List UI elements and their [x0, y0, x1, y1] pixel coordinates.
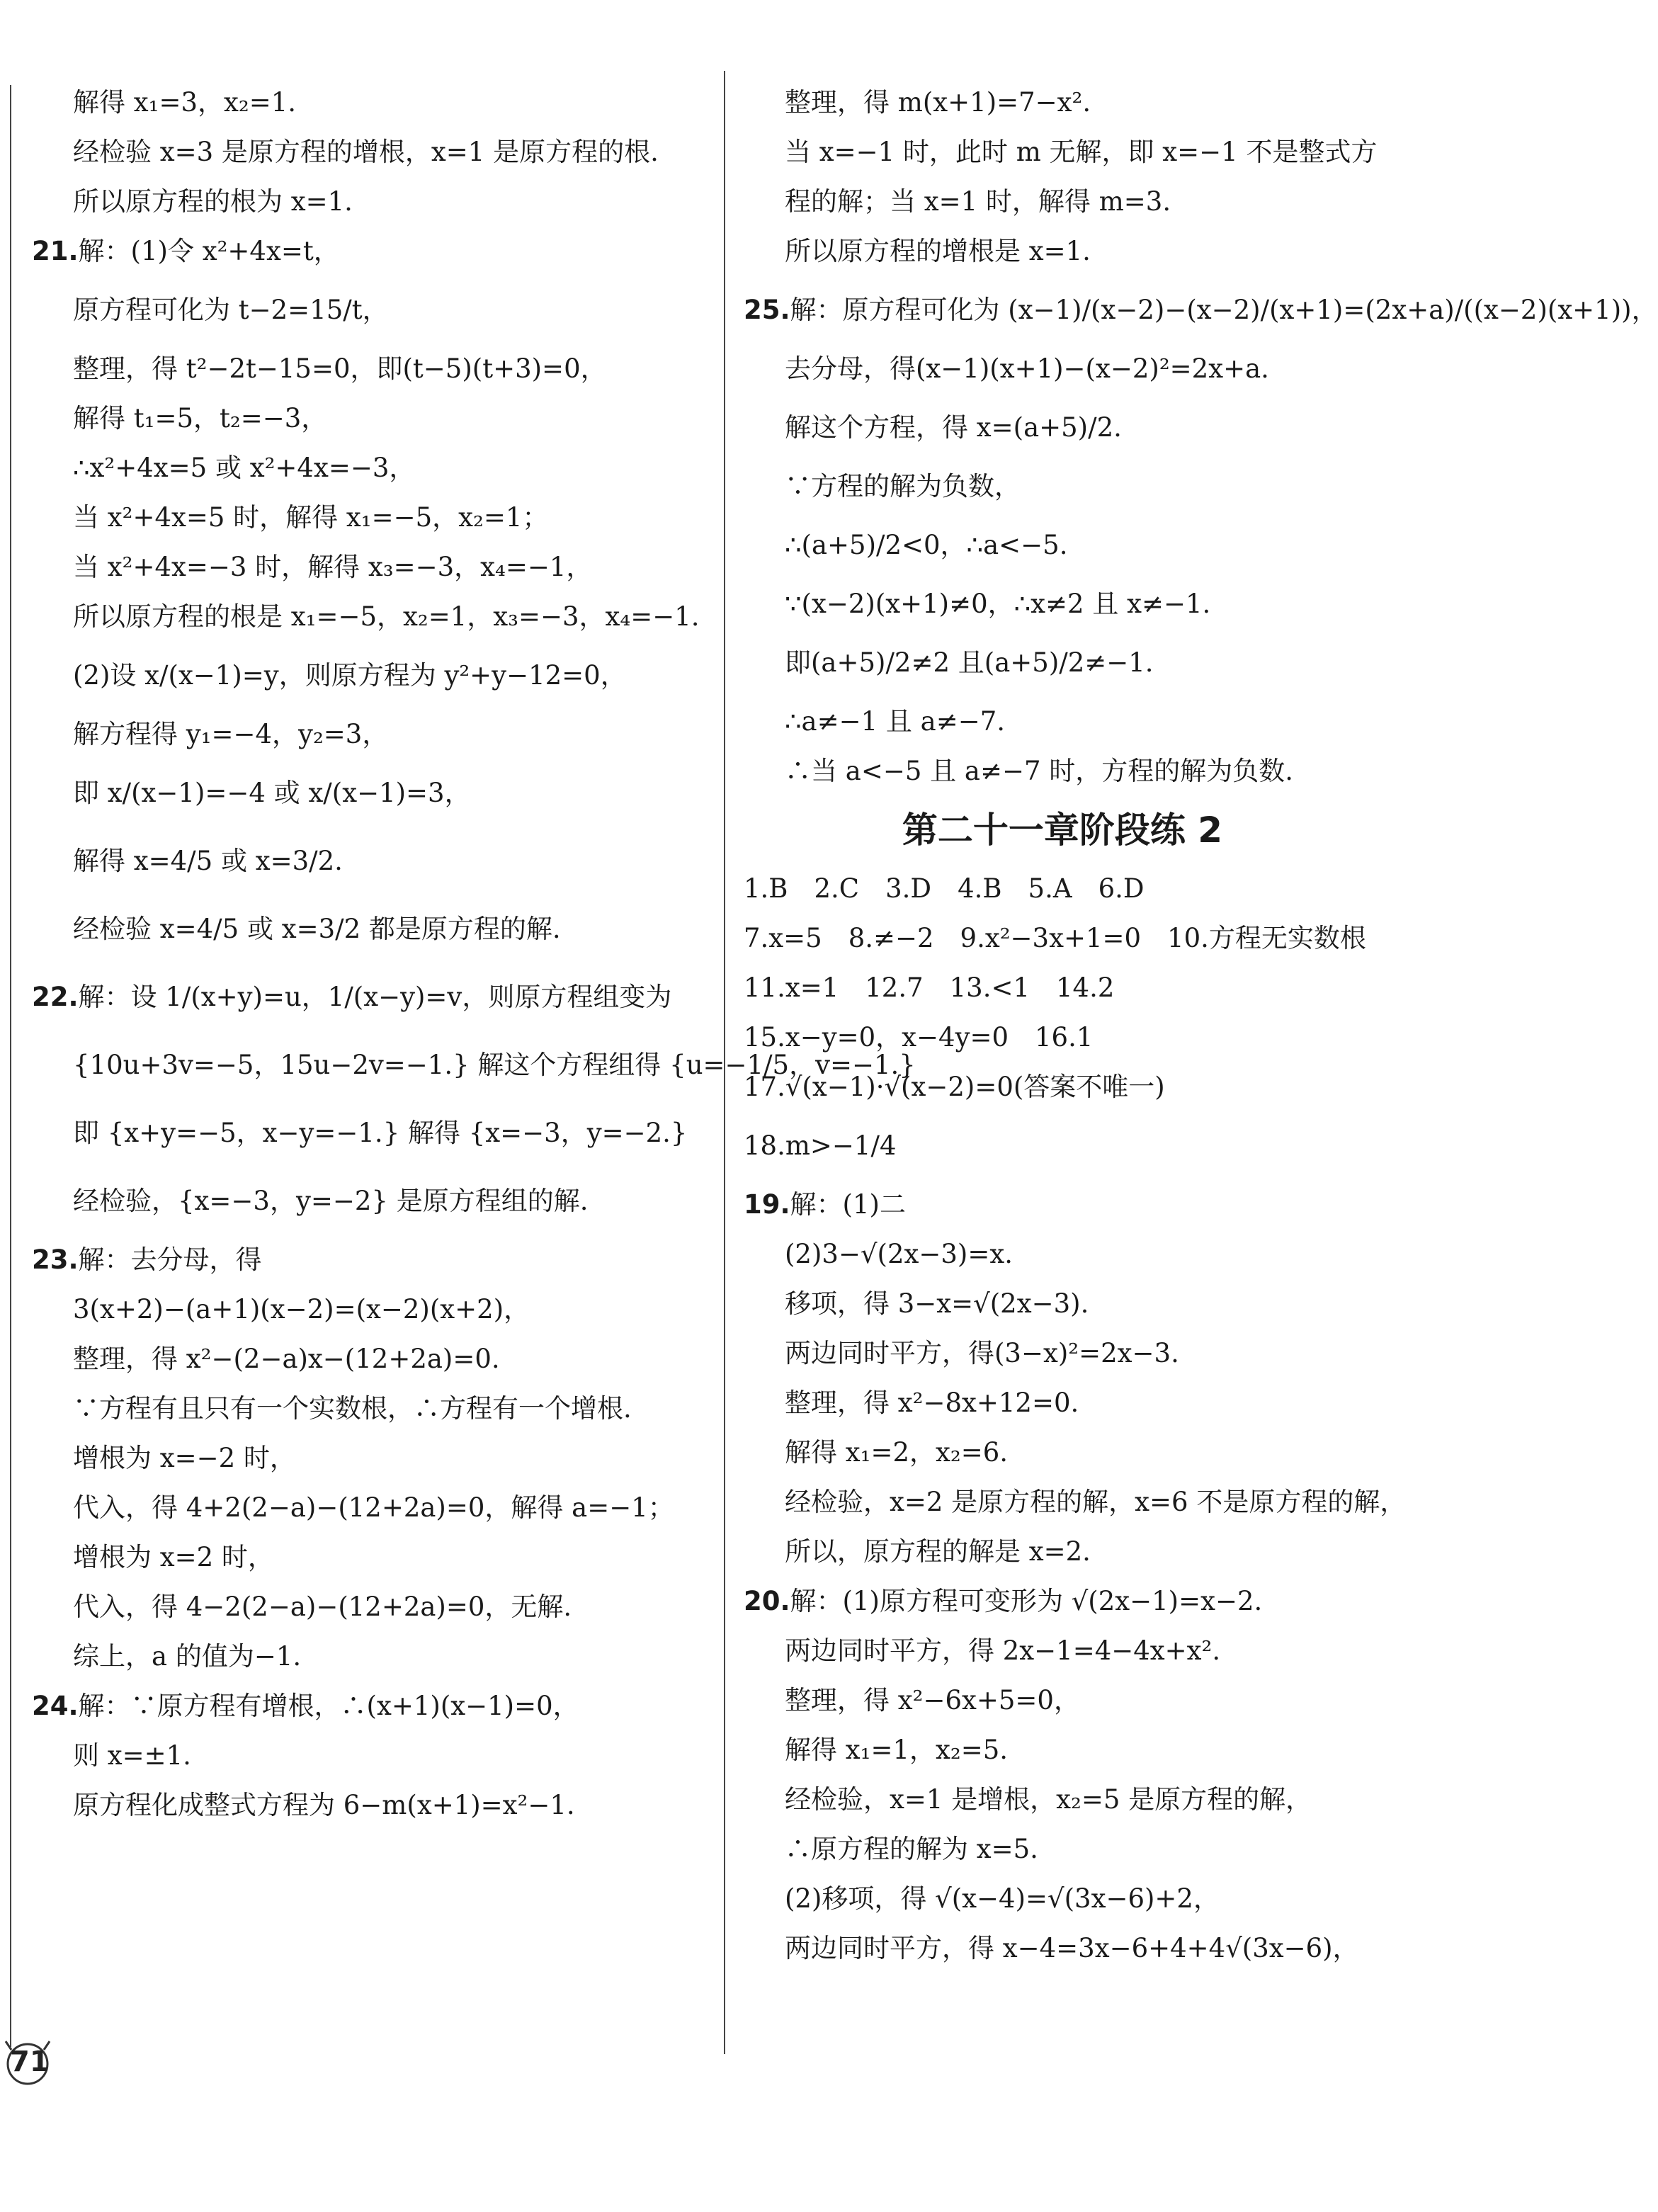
text-line [32, 1031, 916, 1099]
line-text: 两边同时平方，得 2x−1=4−4x+x². [785, 1635, 1221, 1666]
text-line [744, 963, 1424, 1013]
line-text: 解这个方程，得 x=(a+5)/2. [785, 412, 1122, 443]
text-line [744, 462, 1424, 511]
line-text: 3(x+2)−(a+1)(x−2)=(x−2)(x+2)， [73, 1294, 530, 1325]
problem-number: 25. [744, 295, 790, 325]
line-text: 所以原方程的增根是 x=1. [785, 236, 1091, 266]
text-line [32, 78, 712, 127]
text-line [32, 344, 712, 394]
text-line [744, 1477, 1424, 1527]
text-line [32, 1434, 712, 1483]
line-text: 则 x=±1. [73, 1740, 191, 1771]
line-text: 15.x−y=0，x−4y=0 16.1 [744, 1022, 1094, 1053]
line-text: 11.x=1 12.7 13.<1 14.2 [744, 972, 1115, 1003]
text-line [32, 227, 712, 276]
text-line [32, 1167, 712, 1235]
line-text: ∵方程的解为负数， [785, 471, 1021, 501]
text-line [744, 511, 1424, 579]
line-text: 当 x²+4x=5 时，解得 x₁=−5，x₂=1； [73, 502, 549, 533]
text-line [32, 394, 712, 443]
text-line [744, 1725, 1424, 1775]
text-line [32, 1384, 712, 1434]
line-text: 解：∵原方程有增根，∴(x+1)(x−1)=0， [78, 1691, 579, 1721]
text-line [32, 1781, 712, 1830]
line-text: 整理，得 x²−(2−a)x−(12+2a)=0. [73, 1344, 500, 1374]
line-text: 代入，得 4−2(2−a)−(12+2a)=0，无解. [73, 1592, 572, 1622]
text-line [744, 629, 1424, 697]
line-text: 解：原方程可化为 (x−1)/(x−2)−(x−2)/(x+1)=(2x+a)/((x−2)(x+1))， [790, 295, 1658, 325]
line-text: ∴(a+5)/2<0，∴a<−5. [785, 530, 1068, 560]
text-line [32, 963, 712, 1031]
page-number: 71 [10, 2046, 50, 2078]
text-line [744, 1112, 1424, 1180]
text-line [744, 227, 1424, 276]
text-line [744, 1279, 1424, 1329]
problem-number: 22. [32, 982, 79, 1012]
line-text: 代入，得 4+2(2−a)−(12+2a)=0，解得 a=−1； [73, 1492, 674, 1523]
text-line [744, 1825, 1424, 1874]
line-text: 两边同时平方，得(3−x)²=2x−3. [785, 1338, 1179, 1368]
text-line [32, 177, 712, 227]
line-text: 17.√(x−1)·√(x−2)=0(答案不唯一) [744, 1072, 1165, 1102]
line-text: 18.m>−1/4 [744, 1130, 897, 1161]
text-line [32, 1235, 712, 1285]
text-line [744, 1874, 1424, 1924]
problem-number: 23. [32, 1244, 79, 1275]
line-text: 程的解；当 x=1 时，解得 m=3. [785, 186, 1171, 217]
line-text: 增根为 x=2 时， [73, 1542, 274, 1572]
line-text: 解：设 1/(x+y)=u，1/(x−y)=v，则原方程组变为 [78, 982, 672, 1012]
text-line [32, 443, 712, 493]
line-text: 即(a+5)/2≠2 且(a+5)/2≠−1. [785, 647, 1154, 678]
line-text: ∵(x−2)(x+1)≠0，∴x≠2 且 x≠−1. [785, 589, 1211, 619]
text-line [32, 759, 712, 827]
line-text: 所以原方程的根是 x₁=−5，x₂=1，x₃=−3，x₄=−1. [73, 601, 700, 632]
text-line [744, 697, 1424, 747]
text-line [32, 127, 712, 177]
text-line [744, 914, 1424, 963]
text-line [744, 394, 1424, 462]
text-line [744, 1013, 1424, 1062]
line-text: ∴a≠−1 且 a≠−7. [785, 706, 1006, 737]
text-line [744, 1577, 1424, 1626]
text-line [744, 579, 1424, 629]
line-text: 解得 x=4/5 或 x=3/2. [73, 846, 343, 876]
text-line [744, 1924, 1424, 1973]
line-text: (2)移项，得 √(x−4)=√(3x−6)+2， [785, 1883, 1220, 1914]
text-line [744, 1626, 1424, 1676]
line-text: 解：(1)令 x²+4x=t， [78, 236, 340, 266]
line-text: (2)设 x/(x−1)=y，则原方程为 y²+y−12=0， [73, 660, 627, 691]
text-line [32, 710, 712, 759]
line-text: 解方程得 y₁=−4，y₂=3， [73, 719, 389, 749]
line-text: {10u+3v=−5，15u−2v=−1.} 解这个方程组得 {u=−1/5，v=−1.} [73, 1050, 916, 1080]
line-text: 即 {x+y=−5，x−y=−1.} 解得 {x=−3，y=−2.} [73, 1118, 688, 1148]
line-text: 解得 x₁=3，x₂=1. [73, 87, 297, 118]
text-line [744, 864, 1424, 914]
line-text: 增根为 x=−2 时， [73, 1443, 296, 1473]
section-heading: 第二十一章阶段练 2 [902, 810, 1223, 851]
line-text: 整理，得 x²−6x+5=0， [785, 1685, 1080, 1715]
right-column-top [744, 78, 1658, 796]
line-text: ∵方程有且只有一个实数根，∴方程有一个增根. [73, 1393, 632, 1424]
text-line [744, 1676, 1424, 1725]
line-text: 整理，得 x²−8x+12=0. [785, 1388, 1079, 1418]
text-line [744, 177, 1424, 227]
problem-number: 21. [32, 236, 79, 266]
problem-number: 20. [744, 1586, 790, 1616]
line-text: 解：去分母，得 [78, 1244, 262, 1275]
text-line [32, 592, 712, 642]
line-text: 所以，原方程的解是 x=2. [785, 1536, 1091, 1567]
line-text: ∴原方程的解为 x=5. [785, 1834, 1038, 1864]
line-text: 经检验 x=4/5 或 x=3/2 都是原方程的解. [73, 914, 561, 944]
line-text: ∴当 a<−5 且 a≠−7 时，方程的解为负数. [785, 756, 1294, 786]
line-text: 7.x=5 8.≠−2 9.x²−3x+1=0 10.方程无实数根 [744, 923, 1366, 953]
line-text: 经检验，x=1 是增根，x₂=5 是原方程的解， [785, 1784, 1312, 1815]
text-line [32, 1533, 712, 1582]
line-text: 所以原方程的根为 x=1. [73, 186, 353, 217]
text-line [32, 1632, 712, 1681]
text-line [32, 642, 712, 710]
line-text: 经检验，{x=−3，y=−2} 是原方程组的解. [73, 1186, 589, 1216]
problem-number: 24. [32, 1691, 79, 1721]
text-line [744, 747, 1424, 796]
line-text: ∴x²+4x=5 或 x²+4x=−3， [73, 453, 416, 483]
line-text: 整理，得 m(x+1)=7−x². [785, 87, 1091, 118]
line-text: 解得 t₁=5，t₂=−3， [73, 403, 328, 433]
text-line [32, 543, 712, 592]
text-line [744, 1180, 1424, 1230]
text-line [32, 1681, 712, 1731]
text-line [32, 1334, 712, 1384]
text-line [32, 827, 712, 895]
text-line [32, 493, 712, 543]
text-line [32, 1483, 712, 1533]
line-text: 即 x/(x−1)=−4 或 x/(x−1)=3， [73, 778, 471, 808]
line-text: 经检验，x=2 是原方程的解，x=6 不是原方程的解， [785, 1487, 1407, 1517]
text-line [32, 276, 712, 344]
line-text: 解得 x₁=1，x₂=5. [785, 1735, 1009, 1765]
text-line [744, 1527, 1424, 1577]
line-text: 1.B 2.C 3.D 4.B 5.A 6.D [744, 873, 1145, 904]
problem-number: 19. [744, 1189, 790, 1220]
text-line [32, 1582, 712, 1632]
text-line [744, 1230, 1424, 1279]
line-text: 当 x=−1 时，此时 m 无解，即 x=−1 不是整式方 [785, 137, 1378, 167]
text-line [744, 1428, 1424, 1477]
text-line [32, 1285, 712, 1334]
text-line [744, 78, 1424, 127]
right-column-bottom [744, 864, 1424, 1973]
line-text: 整理，得 t²−2t−15=0，即(t−5)(t+3)=0， [73, 353, 607, 384]
line-text: 去分母，得(x−1)(x+1)−(x−2)²=2x+a. [785, 353, 1269, 384]
text-line [32, 1099, 712, 1167]
text-line [744, 1329, 1424, 1378]
text-line [744, 1775, 1424, 1825]
line-text: 原方程化成整式方程为 6−m(x+1)=x²−1. [73, 1790, 575, 1820]
text-line [744, 127, 1424, 177]
line-text: 移项，得 3−x=√(2x−3). [785, 1288, 1089, 1319]
line-text: 原方程可化为 t−2=15/t， [73, 295, 389, 325]
line-text: 两边同时平方，得 x−4=3x−6+4+4√(3x−6)， [785, 1933, 1359, 1963]
right-column [744, 78, 1658, 1973]
left-margin-line [10, 85, 11, 2047]
text-line [744, 276, 1658, 344]
line-text: 解：(1)原方程可变形为 √(2x−1)=x−2. [790, 1586, 1263, 1616]
line-text: 当 x²+4x=−3 时，解得 x₃=−3，x₄=−1， [73, 552, 593, 582]
line-text: (2)3−√(2x−3)=x. [785, 1239, 1013, 1269]
text-line [744, 344, 1424, 394]
text-line [744, 1062, 1424, 1112]
line-text: 解得 x₁=2，x₂=6. [785, 1437, 1009, 1468]
line-text: 经检验 x=3 是原方程的增根，x=1 是原方程的根. [73, 137, 659, 167]
text-line [32, 1731, 712, 1781]
line-text: 解：(1)二 [790, 1189, 906, 1220]
text-line [32, 895, 712, 963]
text-line [744, 1378, 1424, 1428]
line-text: 综上，a 的值为−1. [73, 1641, 302, 1672]
